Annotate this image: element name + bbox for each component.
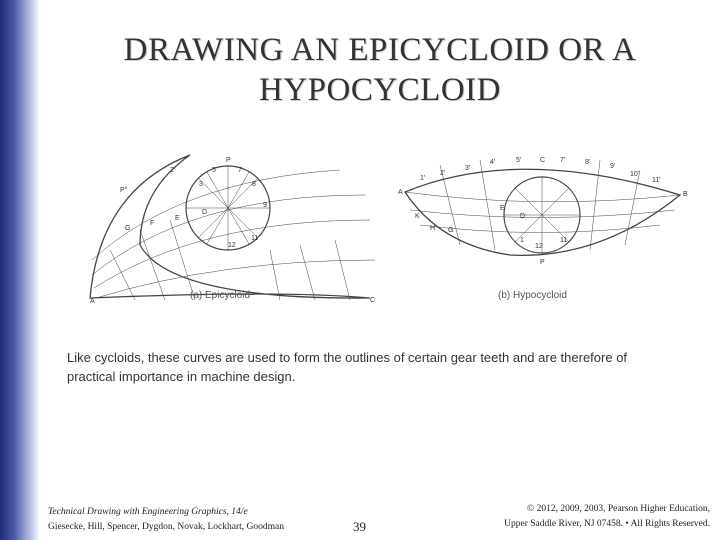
epi-label-8: 8 [252, 181, 256, 188]
epi-label-F: F [150, 220, 155, 227]
hypo-label-1: 1 [520, 237, 524, 244]
epi-label-D: D [202, 209, 208, 216]
hypo-label-D: D [520, 213, 526, 220]
epicycloid-point-labels [90, 157, 375, 305]
hypo-label-C: C [540, 157, 546, 164]
epicycloid-caption: (a) Epicycloid [190, 290, 251, 301]
hypo-label-P: P [540, 259, 545, 266]
epi-label-5: 5 [212, 167, 216, 174]
hypo-label-G: G [448, 227, 454, 234]
hypo-label-E: E [500, 205, 505, 212]
hypo-label-9prime: 9' [610, 163, 616, 170]
hypo-label-11prime: 11' [652, 177, 661, 184]
epi-label-Pdouble: P'' [120, 187, 128, 194]
footer-authors: Giesecke, Hill, Spencer, Dygdon, Novak, Lockhart, Goodman [48, 522, 285, 532]
epi-label-11: 11 [251, 235, 259, 242]
epi-label-3: 3 [199, 181, 203, 188]
hypo-label-7prime: 7' [560, 157, 566, 164]
hypo-label-5prime: 5' [516, 157, 522, 164]
slide-title-line-1: DRAWING AN EPICYCLOID OR A [123, 32, 637, 68]
hypo-label-3prime: 3' [465, 165, 471, 172]
hypo-label-A: A [398, 189, 403, 196]
copyright-line-2: Upper Saddle River, NJ 07458. • All Rights Reserved. [504, 519, 710, 529]
hypo-label-10prime: 10' [630, 171, 640, 178]
hypo-label-12: 12 [535, 243, 543, 250]
figure-caption-text: Like cycloids, these curves are used to form the outlines of certain gear teeth and are therefore of practical importance in machine design. [67, 350, 628, 384]
slide-title [40, 30, 720, 110]
copyright-line-1: © 2012, 2009, 2003, Pearson Higher Education, [527, 504, 710, 514]
epicycloid-diagram [90, 155, 375, 300]
epi-label-G: G [125, 225, 131, 232]
hypo-label-11: 11 [560, 237, 568, 244]
epicycloid-hypocycloid-figure [80, 150, 700, 310]
epi-label-12: 12 [228, 242, 236, 249]
page-number: 39 [353, 519, 366, 534]
hypo-label-H: H [430, 225, 436, 232]
slide-title-line-2: HYPOCYCLOID [258, 72, 501, 108]
epi-label-2prime: 2' [170, 167, 176, 174]
hypo-label-4prime: 4' [490, 159, 496, 166]
epi-label-C: C [370, 297, 376, 304]
footer-book-info [48, 505, 288, 535]
epi-label-P: P [226, 157, 231, 164]
hypocycloid-caption: (b) Hypocycloid [498, 290, 567, 301]
epi-label-7: 7 [238, 167, 242, 174]
epicycloid-curve [90, 155, 370, 298]
footer-book-title: Technical Drawing with Engineering Graphics, 14/e [48, 507, 248, 517]
epi-label-9: 9 [263, 202, 267, 209]
epi-label-A: A [90, 298, 95, 305]
footer-copyright [455, 502, 710, 532]
hypo-label-8prime: 8' [585, 159, 591, 166]
epi-label-E: E [175, 215, 180, 222]
decorative-side-bar [0, 0, 40, 540]
hypo-label-1prime: 1' [420, 175, 426, 182]
hypo-label-B: B [683, 191, 688, 198]
hypo-label-K: K [415, 213, 420, 220]
hypo-label-2prime: 2' [440, 170, 446, 177]
